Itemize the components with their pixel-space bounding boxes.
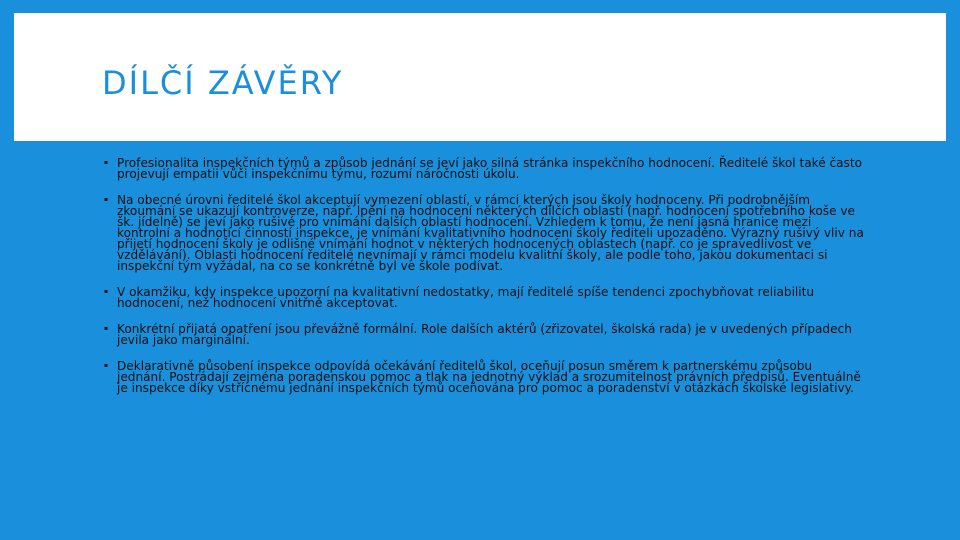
bullet-list xyxy=(104,158,864,409)
bullet-item xyxy=(104,324,864,346)
bullet-marker-icon: ▪ xyxy=(104,288,109,295)
bullet-marker-icon: ▪ xyxy=(104,159,109,166)
bullet-text: Deklarativně působení inspekce odpovídá očekávání ředitelů škol, oceňují posun směrem k partnerskému způsobu jednání. Postrádají zejména poradenskou pomoc a tlak na jednotný výklad a srozumitelnost právních předpisů. Eventuálně je inspekce díky vstřícnému jednání inspekčních týmů oceňována pro pomoc a poradenství v otázkách školské legislativy. xyxy=(117,359,861,395)
bullet-item xyxy=(104,158,864,180)
bullet-marker-icon: ▪ xyxy=(104,325,109,332)
bullet-marker-icon: ▪ xyxy=(104,362,109,369)
bullet-marker-icon: ▪ xyxy=(104,196,109,203)
bullet-item xyxy=(104,361,864,394)
bullet-text: Na obecné úrovni ředitelé škol akceptují vymezení oblastí, v rámci kterých jsou školy hodnoceny. Při podrobnějším zkoumání se ukazují kontroverze, např. lpění na hodnocení některých dílčích oblastí (např. hodnocení spotřebního koše ve šk. jídelně) se jeví jako rušivé pro vnímání dalších oblastí hodnocení. Vzhledem k tomu, že není jasná hranice mezi kontrolní a hodnotící činností inspekce, je vnímání kvalitativního hodnocení školy řediteli upozaděno. Výrazný rušivý vliv na přijetí hodnocení školy je odlišné vnímání hodnot v některých hodnocených oblastech (např. co je spravedlivost ve vzdělávání). Oblasti hodnocení ředitelé nevnímají v rámci modelu kvalitní školy, ale podle toho, jakou dokumentaci si inspekční tým vyžádal, na co se konkrétně byl ve škole podívat. xyxy=(117,193,864,273)
title-panel xyxy=(14,13,946,141)
bullet-text: Profesionalita inspekčních týmů a způsob jednání se jeví jako silná stránka inspekčního hodnocení. Ředitelé škol také často projevují empatii vůči inspekčnímu týmu, rozumí náročnosti úkolu. xyxy=(117,156,862,181)
bullet-item xyxy=(104,195,864,272)
bullet-text: V okamžiku, kdy inspekce upozorní na kvalitativní nedostatky, mají ředitelé spíše tendenci zpochybňovat reliabilitu hodnocení, než hodnocení vnitřně akceptovat. xyxy=(117,285,815,310)
bullet-text: Konkrétní přijatá opatření jsou převážně formální. Role dalších aktérů (zřizovatel, školská rada) je v uvedených případech jevila jako marginální. xyxy=(117,322,852,347)
bullet-item xyxy=(104,287,864,309)
slide-title: DÍLČÍ ZÁVĚRY xyxy=(102,64,344,102)
